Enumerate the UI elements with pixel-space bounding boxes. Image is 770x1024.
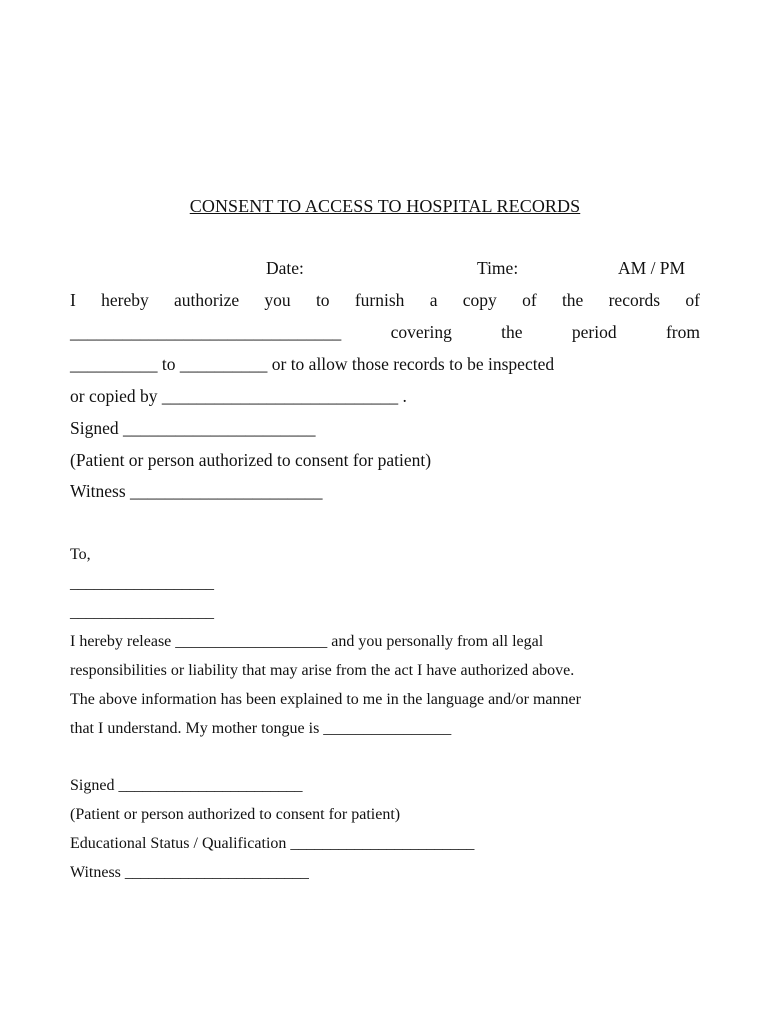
auth.line2-word: _______________________________ [70, 322, 342, 342]
auth.line2-word: covering [390, 322, 452, 342]
auth.line2-word: period [571, 322, 617, 342]
witness-line: Witness ______________________ [70, 481, 323, 501]
auth.line2-word: the [501, 322, 523, 342]
signer-note: (Patient or person authorized to consent for patient) [70, 450, 432, 470]
auth.line1-word: a [429, 290, 438, 310]
time-label: Time: [477, 258, 519, 278]
authorization-line-2 [70, 322, 700, 343]
auth.line1-word: of [685, 290, 700, 310]
auth.line1-word: to [315, 290, 330, 310]
authorization-line-1 [70, 290, 700, 311]
auth.line1-word: hereby [101, 290, 149, 310]
auth.line1-word: records [608, 290, 661, 310]
release-line-3: The above information has been explained to me in the language and/or manner [70, 691, 581, 708]
address-blank-2: __________________ [70, 604, 214, 621]
second-witness-line: Witness _______________________ [70, 864, 309, 881]
address-blank-1: __________________ [70, 575, 214, 592]
release-line-2: responsibilities or liability that may arise from the act I have authorized above. [70, 662, 575, 679]
second-signer-note: (Patient or person authorized to consent for patient) [70, 806, 401, 823]
auth.line1-word: copy [462, 290, 497, 310]
address-to: To, [70, 546, 91, 563]
auth.line1-word: you [264, 290, 291, 310]
release-line-4: that I understand. My mother tongue is ________________ [70, 720, 452, 737]
auth.line1-word: the [561, 290, 584, 310]
education-line: Educational Status / Qualification _______________________ [70, 835, 475, 852]
auth.line1-word: authorize [174, 290, 240, 310]
second-signed-line: Signed _______________________ [70, 777, 303, 794]
ampm-label: AM / PM [618, 258, 686, 278]
form-title: CONSENT TO ACCESS TO HOSPITAL RECORDS [189, 196, 581, 216]
date-label: Date: [266, 258, 304, 278]
auth.line1-word: furnish [354, 290, 405, 310]
authorization-line-3: __________ to __________ or to allow those records to be inspected [70, 354, 555, 374]
auth.line2-word: from [665, 322, 700, 342]
release-line-1: I hereby release ___________________ and you personally from all legal [70, 633, 544, 650]
auth.line1-word: of [522, 290, 537, 310]
auth.line1-word: I [70, 290, 76, 310]
authorization-line-4: or copied by ___________________________ . [70, 386, 407, 406]
signed-line: Signed ______________________ [70, 418, 316, 438]
